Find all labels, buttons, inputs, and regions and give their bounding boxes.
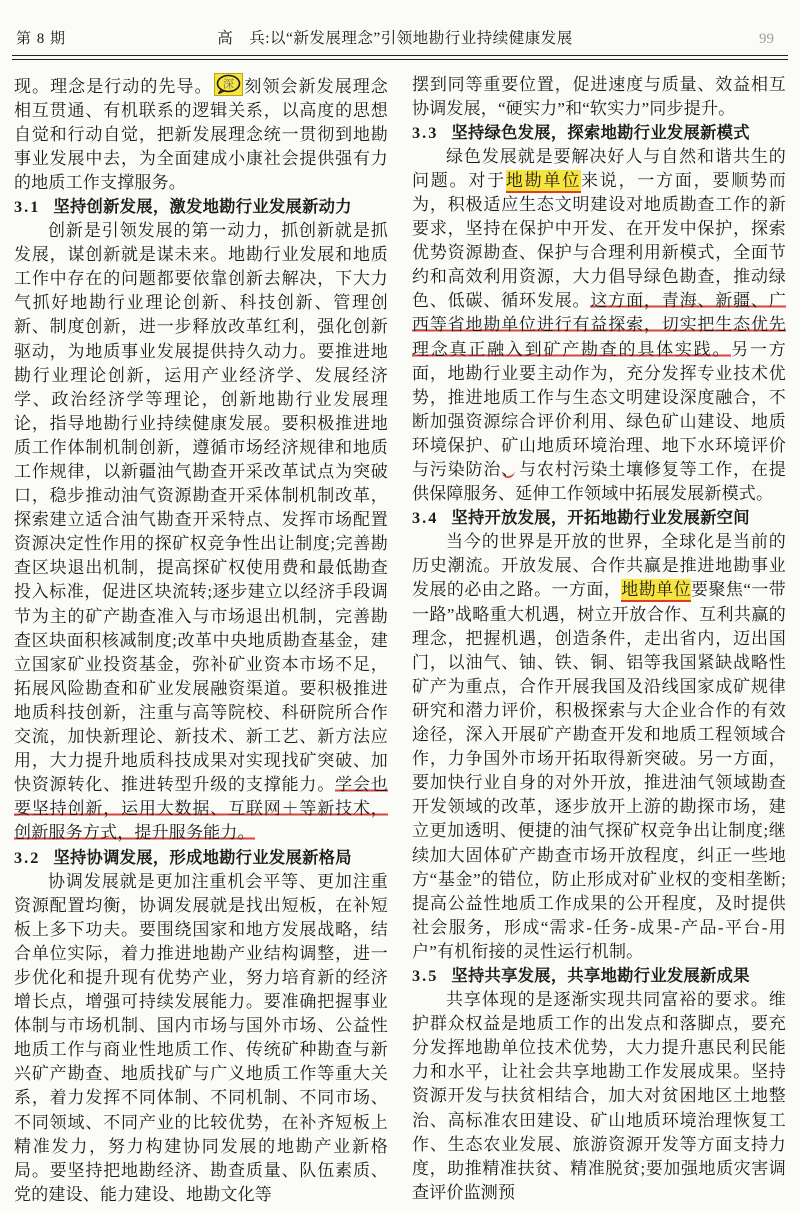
section-heading-3-2 — [14, 846, 388, 870]
header-double-rule — [12, 55, 788, 60]
right-column — [412, 73, 786, 1207]
section-title: 坚持绿色发展，探索地勘行业发展新模式 — [451, 123, 750, 142]
running-title: 高 兵:以“新发展理念”引领地勘行业持续健康发展 — [217, 30, 573, 47]
page-number: 99 — [759, 31, 774, 47]
section-number: 3.3 — [412, 122, 439, 142]
section-heading-3-4 — [412, 506, 786, 530]
paragraph-coordination — [14, 870, 388, 1207]
paragraph-shared-development — [412, 988, 786, 1205]
section-heading-3-5 — [412, 964, 786, 988]
page-header — [12, 26, 788, 55]
red-underlined-text[interactable]: 学会也要坚持创新，运用大数据、互联网＋等新技术，创新服务方式，提升服务能力。 — [14, 775, 388, 843]
body-text: 绿色发展就是要解决好人与自然和谐共生的问题。对于 — [412, 146, 786, 190]
section-number: 3.2 — [14, 847, 41, 867]
paragraph-continuation-intro — [14, 73, 388, 195]
paragraph-continuation-top — [412, 73, 786, 121]
left-column — [14, 73, 388, 1207]
issue-label: 第 8 期 — [16, 31, 67, 47]
paragraph-open-development — [412, 530, 786, 964]
section-title: 坚持创新发展，激发地勘行业发展新动力 — [53, 197, 352, 216]
two-column-body — [12, 73, 788, 1207]
body-text: 刻领会新发展理念相互贯通、有机联系的逻辑关系，以高度的思想自觉和行动自觉，把新发展理念统一贯彻到地勘事业发展中去，为全面建成小康社会提供强有力的地质工作支撑服务。 — [14, 76, 388, 192]
body-text: 与农村污染土壤修复等工作，在提供保障服务、延伸工作领域中拓展发展新模式。 — [412, 460, 787, 504]
section-number: 3.5 — [412, 965, 439, 985]
body-text: 要聚焦“一带一路”战略重大机遇，树立开放合作、互利共赢的理念，把握机遇，创造条件，走出省内，迈出国门，以油气、铀、铁、铜、铝等我国紧缺战略性矿产为重点，合作开展我国及沿线国家成矿规律研究和潜力评价，积极探索与大企业合作的有效途径，深入开展矿产勘查开发和地质工程领域合作，力争国外市场开拓取得新突破。另一方面，要加快行业自身的对外开放，推进油气领域勘查开发领域的改革，逐步放开上游的勘探市场，建立更加透明、便捷的油气探矿权竞争出让制度;继续加大固体矿产勘查市场开放程度，纠正一些地方“基金”的错位，防止形成对矿业权的变相垄断;提高公益性地质工作成果的公开程度，及时提供社会服务，形成“需求-任务-成果-产品-平台-用户”有机衔接的灵性运行机制。 — [412, 580, 786, 961]
highlighted-term[interactable]: 地勘单位 — [621, 579, 691, 602]
body-text: 协调发展就是更加注重机会平等、更加注重资源配置均衡，协调发展就是找出短板，在补短板上多下功夫。要围绕国家和地方发展战略，结合单位实际，着力推进地勘产业结构调整，进一步优化和提升现有优势产业，努力培育新的经济增长点，增强可持续发展能力。要准确把握事业体制与市场机制、国内市场与国外市场、公益性地质工作与商业性地质工作、传统矿种勘查与新兴矿产勘查、地质找矿与广义地质工作等重大关系，着力发挥不同体制、不同机制、不同市场、不同领域、不同产业的比较优势，在补齐短板上精准发力，努力构建协同发展的地勘产业新格局。要坚持把地勘经济、勘查质量、队伍素质、党的建设、能力建设、地勘文化等 — [14, 871, 388, 1204]
body-text: 创新是引领发展的第一动力，抓创新就是抓发展，谋创新就是谋未来。地勘行业发展和地质工作中存在的问题都要依靠创新去解决，下大力气抓好地勘行业理论创新、科技创新、管理创新、制度创新，进一步释放改革红利，强化创新驱动，为地质事业发展提供持久动力。要推进地勘行业理论创新，运用产业经济学、发展经济学、政治经济学等理论，创新地勘行业发展理论，指导地勘行业持续健康发展。要积极推进地质工作体制机制创新，遵循市场经济规律和地质工作规律，以新疆油气勘查开采改革试点为突破口，稳步推动油气资源勘查开采体制机制改革，探索建立适合油气勘查开采特点、发挥市场配置资源决定性作用的探矿权竞争性出让制度;完善勘查区块退出机制，提高探矿权使用费和最低勘查投入标准，促进区块流转;逐步建立以经济手段调节为主的矿产勘查准入与市场退出机制，完善勘查区块面积核减制度;改革中央地质勘查基金，建立国家矿业投资基金，弥补矿业资本市场不足，拓展风险勘查和矿业发展融资渠道。要积极推进地质科技创新，注重与高等院校、科研院所合作交流，加快新理论、新技术、新工艺、新方法应用，大力提升地质科技成果对实现找矿突破、加快资源转化、推进转型升级的支撑能力。 — [14, 221, 388, 795]
body-text: 摆到同等重要位置，促进速度与质量、效益相互协调发展，“硬实力”和“软实力”同步提升。 — [412, 74, 786, 118]
body-text: 来说，一方面，要顺势而为，积极适应生态文明建设对地质勘查工作的新要求，坚持在保护中开发、在开发中保护，探索优势资源勘查、保护与合理利用新模式，全面节约和高效利用资源，大力倡导绿色勘查，推动绿色、低碳、循环发展。 — [412, 170, 786, 311]
paragraph-innovation — [14, 219, 388, 845]
body-text: 当今的世界是开放的世界，全球化是当前的历史潮流。开放发展、合作共赢是推进地勘事业发展的必由之路。一方面， — [412, 532, 786, 600]
red-caret-mark: 、 — [501, 460, 520, 479]
body-text: 现。理念是行动的先导。 — [14, 76, 213, 96]
section-heading-3-3 — [412, 121, 786, 145]
section-title: 坚持共享发展，共享地勘行业发展新成果 — [451, 966, 750, 985]
section-heading-3-1 — [14, 195, 388, 219]
section-title: 坚持开放发展，开拓地勘行业发展新空间 — [451, 509, 750, 528]
body-text: 共享体现的是逐渐实现共同富裕的要求。维护群众权益是地质工作的出发点和落脚点，要充分发挥地勘单位技术优势，大力提升惠民利民能力和水平，让社会共享地勘工作发展成果。坚持资源开发与扶贫相结合，加大对贫困地区土地整治、高标准农田建设、矿山地质环境治理恢复工作、生态农业发展、旅游资源开发等方面支持力度，助推精准扶贫、精准脱贫;要加强地质灾害调查评价监测预 — [412, 990, 786, 1202]
annotation-speech-bubble-icon[interactable] — [214, 73, 243, 96]
body-text: 另一方面，地勘行业要主动作为，充分发挥专业技术优势，推进地质工作与生态文明建设深度融合，不断加强资源综合评价利用、绿色矿山建设、地质环境保护、矿山地质环境治理、地下水环境评价与污染防治 — [412, 339, 786, 479]
section-number: 3.4 — [412, 508, 439, 528]
section-number: 3.1 — [14, 196, 41, 216]
section-title: 坚持协调发展，形成地勘行业发展新格局 — [53, 848, 352, 867]
highlighted-term[interactable]: 地勘单位 — [506, 170, 581, 193]
svg-text:深: 深 — [222, 78, 234, 90]
red-underlined-text[interactable]: 这方面，青海、新疆、广西等省地勘单位进行有益探索，切实把生态优先理念真正融入到矿产勘查的具体实践。 — [412, 291, 787, 359]
paragraph-green-development — [412, 145, 786, 506]
